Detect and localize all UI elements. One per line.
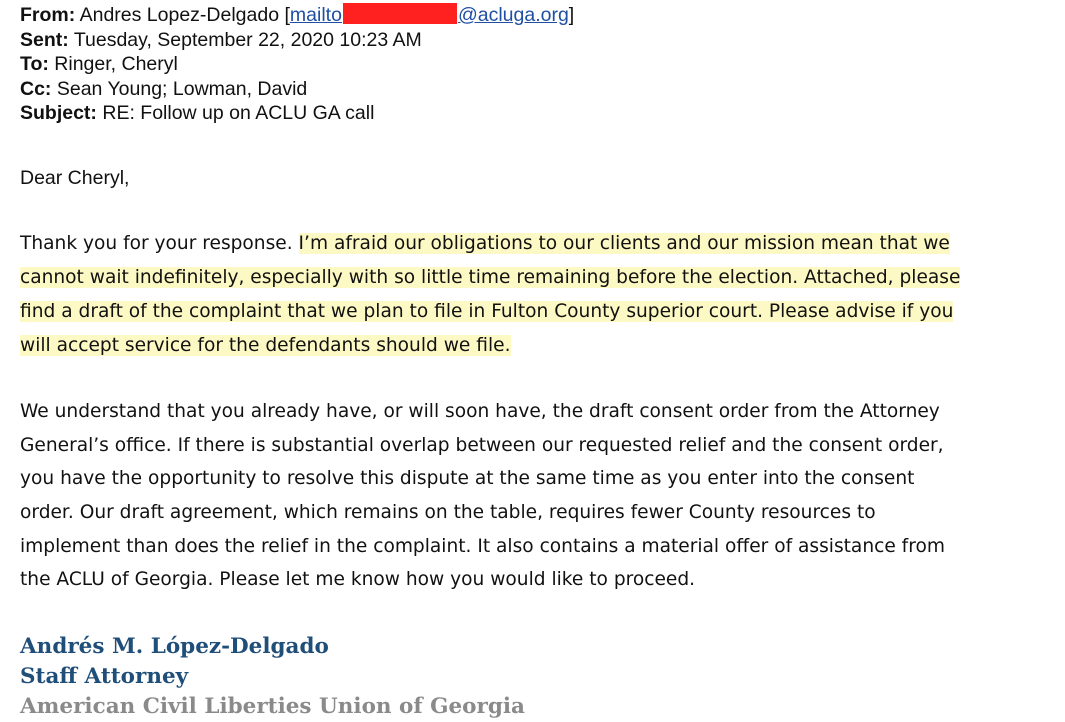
cc-value: Sean Young; Lowman, David bbox=[56, 77, 308, 100]
sent-label: Sent: bbox=[20, 28, 69, 51]
paragraph1-line3 bbox=[20, 297, 953, 327]
paragraph2-line: the ACLU of Georgia. Please let me know how you would like to proceed. bbox=[20, 569, 696, 590]
paragraph2-line: implement than does the relief in the complaint. It also contains a material offer of assistance from bbox=[20, 536, 945, 557]
sent-line bbox=[20, 28, 574, 53]
sent-value: Tuesday, September 22, 2020 10:23 AM bbox=[73, 28, 422, 51]
highlighted-text: will accept service for the defendants should we file. bbox=[20, 335, 511, 356]
paragraph1-lead: Thank you for your response. bbox=[20, 233, 299, 254]
from-line bbox=[20, 3, 574, 28]
paragraph1-line1 bbox=[20, 229, 950, 259]
paragraph2-line: We understand that you already have, or will soon have, the draft consent order from the Attorney bbox=[20, 401, 940, 422]
subject-label: Subject: bbox=[20, 102, 97, 124]
to-line bbox=[20, 52, 574, 77]
cc-label: Cc: bbox=[20, 77, 52, 100]
from-name: Andres Lopez-Delgado [ bbox=[79, 4, 290, 26]
mailto-link[interactable]: mailto bbox=[289, 4, 342, 26]
greeting: Dear Cheryl, bbox=[20, 167, 130, 189]
email-domain-link[interactable]: @acluga.org bbox=[457, 4, 569, 26]
paragraph2-line: order. Our draft agreement, which remains on the table, requires fewer County resources to bbox=[20, 502, 876, 523]
signature-organization: American Civil Liberties Union of Georgia bbox=[20, 694, 525, 719]
subject-value: RE: Follow up on ACLU GA call bbox=[102, 102, 375, 124]
signature-name: Andrés M. López-Delgado bbox=[20, 634, 329, 659]
paragraph1-line4 bbox=[20, 331, 511, 361]
paragraph2-line: General’s office. If there is substantial overlap between our requested relief and the consent order, bbox=[20, 435, 944, 456]
highlighted-text: find a draft of the complaint that we plan to file in Fulton County superior court. Please advise if you bbox=[20, 301, 954, 322]
paragraph1-line2 bbox=[20, 263, 960, 293]
paragraph2-line: you have the opportunity to resolve this dispute at the same time as you enter into the consent bbox=[20, 468, 915, 489]
from-close-bracket: ] bbox=[568, 4, 575, 26]
cc-line bbox=[20, 77, 574, 102]
redaction-box bbox=[343, 3, 457, 24]
signature-title: Staff Attorney bbox=[20, 664, 189, 689]
highlighted-text: I’m afraid our obligations to our clients and our mission mean that we bbox=[298, 233, 950, 254]
from-label: From: bbox=[20, 4, 76, 26]
email-header bbox=[20, 3, 574, 126]
subject-line bbox=[20, 101, 574, 126]
to-label: To: bbox=[20, 53, 49, 75]
highlighted-text: cannot wait indefinitely, especially with so little time remaining before the election. Attached, please bbox=[20, 267, 961, 288]
to-value: Ringer, Cheryl bbox=[54, 53, 178, 75]
